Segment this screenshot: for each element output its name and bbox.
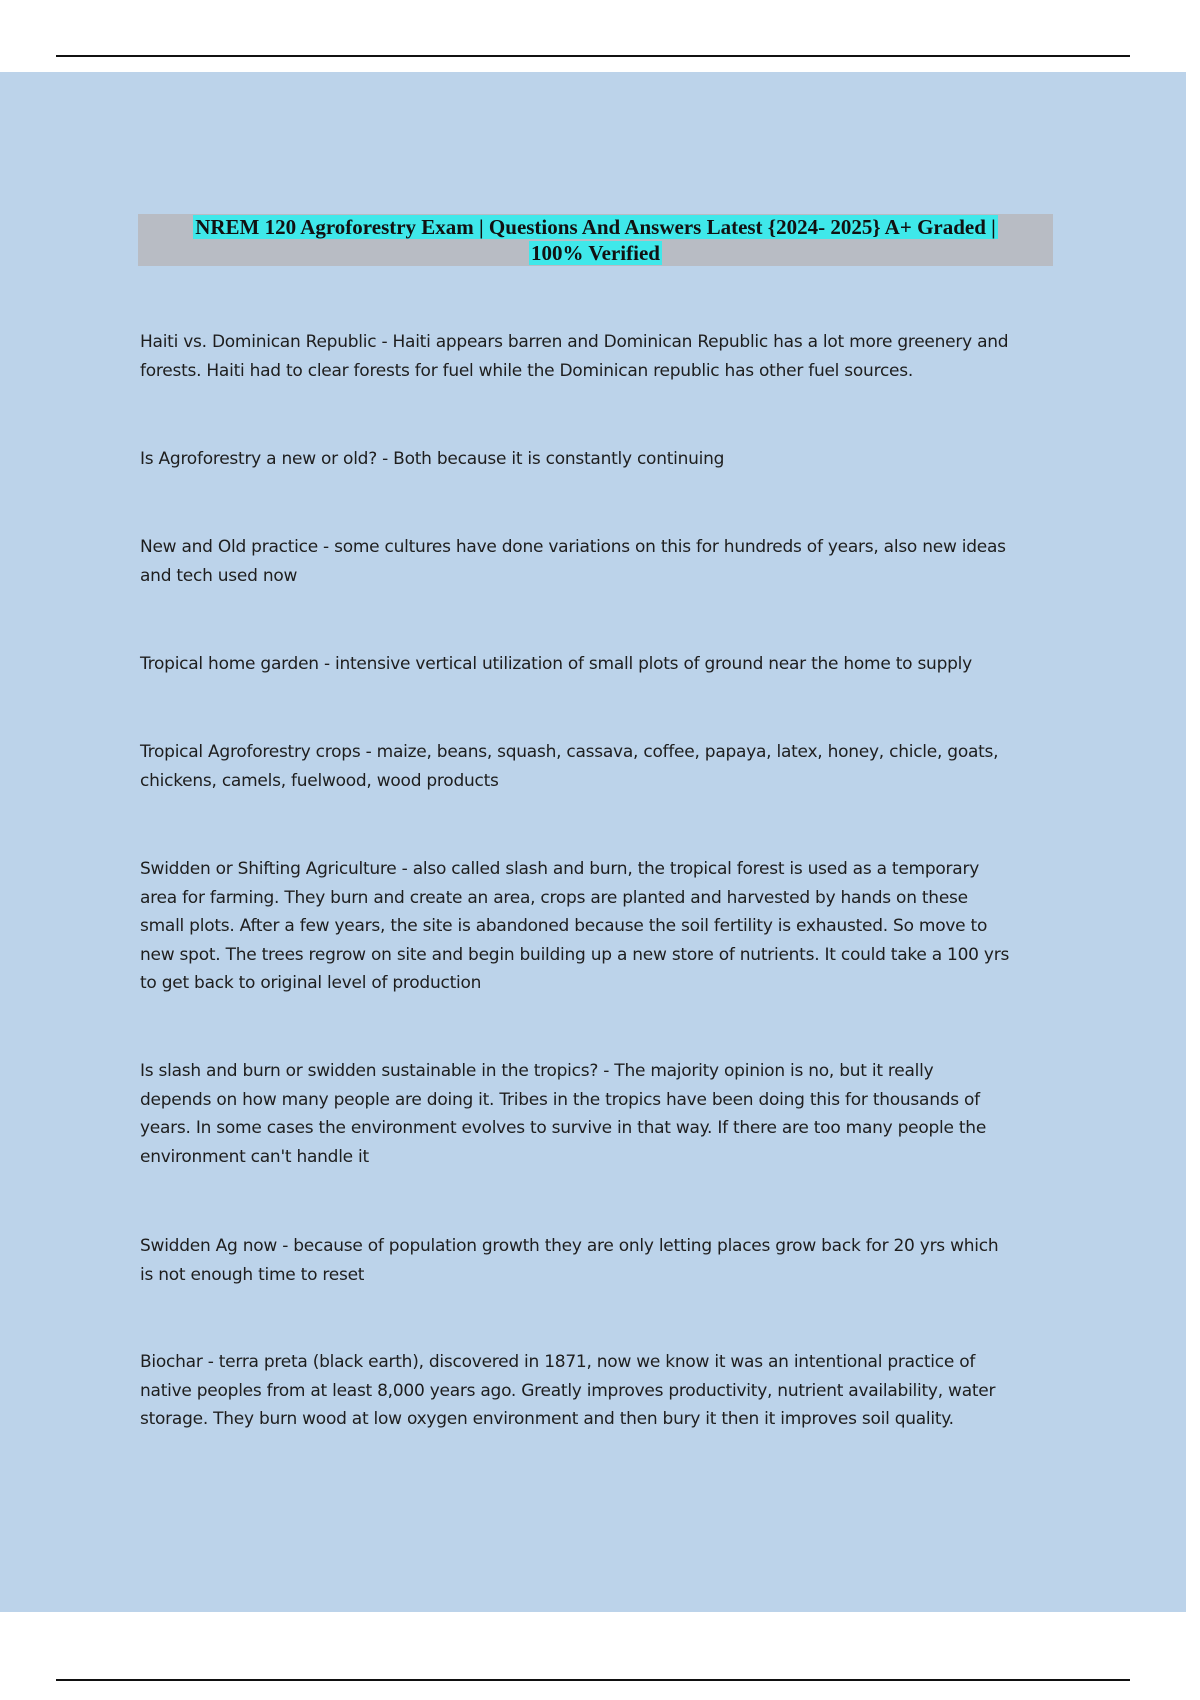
document-title-line-2: 100% Verified <box>531 241 660 265</box>
document-title-line-1: NREM 120 Agroforestry Exam | Questions And Answers Latest {2024- 2025} A+ Graded | <box>195 215 996 239</box>
document-title <box>138 214 1053 266</box>
qa-line: Haiti vs. Dominican Republic - Haiti appears barren and Dominican Republic has a lot more greenery and <box>140 332 1009 352</box>
qa-line: New and Old practice - some cultures have done variations on this for hundreds of years, also new ideas <box>140 537 1006 557</box>
qa-line: storage. They burn wood at low oxygen environment and then bury it then it improves soil quality. <box>140 1409 954 1429</box>
qa-line: is not enough time to reset <box>140 1264 365 1285</box>
qa-item-new-and-old-practice <box>140 533 1060 590</box>
qa-line: forests. Haiti had to clear forests for fuel while the Dominican republic has other fuel sources. <box>140 360 914 381</box>
qa-line: to get back to original level of production <box>140 973 482 993</box>
qa-line: years. In some cases the environment evolves to survive in that way. If there are too many people the <box>140 1118 987 1138</box>
qa-item-swidden-shifting-agriculture <box>140 855 1060 998</box>
qa-line: small plots. After a few years, the site is abandoned because the soil fertility is exhausted. So move to <box>140 916 988 936</box>
qa-line: Biochar - terra preta (black earth), discovered in 1871, now we know it was an intentional practice of <box>140 1352 976 1372</box>
qa-line: and tech used now <box>140 565 298 586</box>
bottom-divider <box>56 1679 1130 1681</box>
qa-item-agroforestry-new-or-old <box>140 445 1060 474</box>
qa-line: native peoples from at least 8,000 years ago. Greatly improves productivity, nutrient availability, water <box>140 1380 996 1401</box>
qa-line: Is Agroforestry a new or old? - Both because it is constantly continuing <box>140 449 725 469</box>
qa-line: chickens, camels, fuelwood, wood products <box>140 770 499 791</box>
qa-item-slash-and-burn-sustainable <box>140 1057 1060 1171</box>
qa-item-haiti-vs-dominican-republic <box>140 328 1060 385</box>
qa-line: Is slash and burn or swidden sustainable in the tropics? - The majority opinion is no, but it really <box>140 1061 934 1081</box>
qa-line: Tropical Agroforestry crops - maize, beans, squash, cassava, coffee, papaya, latex, honey, chicle, goats, <box>140 742 999 762</box>
qa-item-swidden-ag-now <box>140 1232 1060 1289</box>
qa-line: depends on how many people are doing it. Tribes in the tropics have been doing this for thousands of <box>140 1089 980 1110</box>
qa-item-tropical-agroforestry-crops <box>140 738 1060 795</box>
top-divider <box>56 55 1130 57</box>
qa-item-tropical-home-garden <box>140 650 1060 679</box>
qa-line: new spot. The trees regrow on site and begin building up a new store of nutrients. It could take a 100 yrs <box>140 944 1010 965</box>
qa-item-biochar <box>140 1348 1060 1434</box>
qa-line: Swidden Ag now - because of population growth they are only letting places grow back for 20 yrs which <box>140 1236 999 1256</box>
qa-line: area for farming. They burn and create an area, crops are planted and harvested by hands on these <box>140 887 968 908</box>
qa-line: Tropical home garden - intensive vertical utilization of small plots of ground near the home to supply <box>140 654 972 674</box>
qa-line: environment can't handle it <box>140 1146 369 1167</box>
qa-line: Swidden or Shifting Agriculture - also called slash and burn, the tropical forest is used as a temporary <box>140 859 979 879</box>
